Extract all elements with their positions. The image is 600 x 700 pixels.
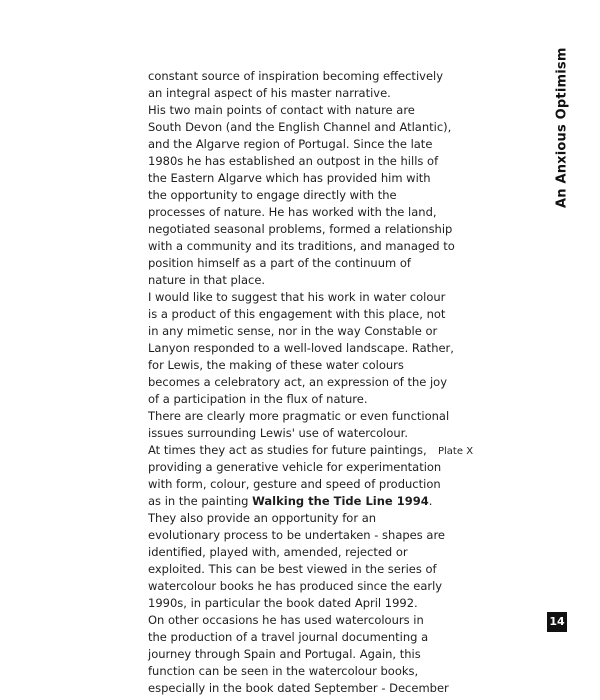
- text-line: negotiated seasonal problems, formed a relationship: [148, 222, 453, 236]
- text-line: for Lewis, the making of these water colours: [148, 358, 404, 372]
- text-line: exploited. This can be best viewed in the series of: [148, 562, 437, 576]
- text-line: an integral aspect of his master narrative.: [148, 86, 391, 100]
- text-line: especially in the book dated September - December: [148, 681, 449, 695]
- text-line: 1990s, in particular the book dated April 1992.: [148, 596, 418, 610]
- text-line: 1980s he has established an outpost in the hills of: [148, 154, 439, 168]
- text-line: the production of a travel journal documenting a: [148, 630, 429, 644]
- text-line: position himself as a part of the continuum of: [148, 256, 411, 270]
- text-line: issues surrounding Lewis' use of watercolour.: [148, 426, 408, 440]
- text-segment: .: [428, 494, 433, 508]
- text-line: is a product of this engagement with this place, not: [148, 307, 446, 321]
- text-line: constant source of inspiration becoming effectively: [148, 69, 444, 83]
- text-line: There are clearly more pragmatic or even functional: [148, 409, 450, 423]
- painting-title: Walking the Tide Line 1994: [252, 494, 429, 508]
- text-line: South Devon (and the English Channel and Atlantic),: [148, 120, 452, 134]
- text-line: On other occasions he has used watercolours in: [148, 613, 424, 627]
- text-line: of a participation in the flux of nature.: [148, 392, 368, 406]
- text-line: with form, colour, gesture and speed of production: [148, 477, 441, 491]
- text-line: At times they act as studies for future paintings,: [148, 443, 427, 457]
- text-line: function can be seen in the watercolour books,: [148, 664, 419, 678]
- body-text: [148, 68, 455, 697]
- text-line: in any mimetic sense, nor in the way Constable or: [148, 324, 438, 338]
- text-line: the opportunity to engage directly with the: [148, 188, 397, 202]
- text-line: watercolour books he has produced since the early: [148, 579, 443, 593]
- plate-reference: Plate X: [438, 446, 474, 457]
- text-line: Lanyon responded to a well-loved landscape. Rather,: [148, 341, 454, 355]
- text-line: His two main points of contact with nature are: [148, 103, 415, 117]
- page-number: 14: [547, 612, 567, 632]
- text-line: nature in that place.: [148, 273, 266, 287]
- text-line: evolutionary process to be undertaken - shapes are: [148, 528, 446, 542]
- text-line: the Eastern Algarve which has provided him with: [148, 171, 431, 185]
- text-line: becomes a celebratory act, an expression of the joy: [148, 375, 448, 389]
- side-title: An Anxious Optimism: [554, 47, 570, 208]
- text-line: I would like to suggest that his work in water colour: [148, 290, 446, 304]
- text-segment: as in the painting: [148, 494, 253, 508]
- text-line: journey through Spain and Portugal. Again, this: [148, 647, 421, 661]
- text-line: processes of nature. He has worked with the land,: [148, 205, 437, 219]
- text-line: with a community and its traditions, and managed to: [148, 239, 455, 253]
- text-line: [148, 493, 438, 510]
- text-line: and the Algarve region of Portugal. Since the late: [148, 137, 433, 151]
- text-line: providing a generative vehicle for experimentation: [148, 460, 442, 474]
- text-line: identified, played with, amended, rejected or: [148, 545, 408, 559]
- text-line: They also provide an opportunity for an: [148, 511, 377, 525]
